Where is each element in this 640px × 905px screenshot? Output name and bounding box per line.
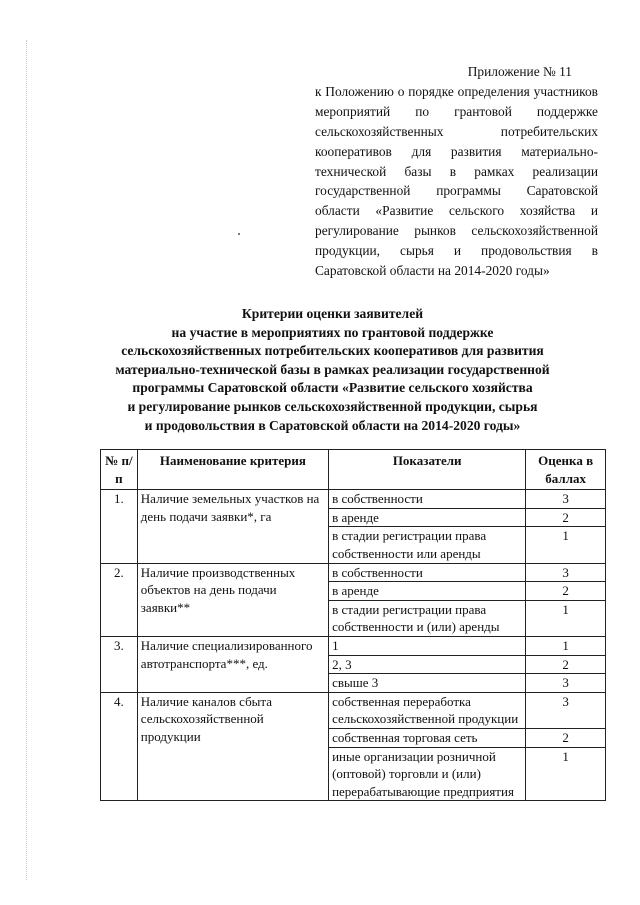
score-cell: 2 <box>526 728 606 747</box>
score-cell: 3 <box>526 674 606 693</box>
indicator-cell: 2, 3 <box>329 655 526 674</box>
title-line: на участие в мероприятиях по грантовой поддержке <box>171 324 494 340</box>
indicator-cell: 1 <box>329 636 526 655</box>
row-number: 4. <box>101 692 138 801</box>
indicator-cell: в собственности <box>329 490 526 509</box>
indicator-cell: собственная торговая сеть <box>329 728 526 747</box>
score-cell: 3 <box>526 692 606 728</box>
table-row <box>101 692 606 728</box>
header-criterion: Наименование критерия <box>137 450 328 490</box>
indicator-cell: в стадии регистрации права собственности или аренды <box>329 527 526 563</box>
appendix-reference: к Положению о порядке определения участников мероприятий по грантовой поддержке сельскохозяйственных потребительских кооперативов для развития материально-технической базы в рамках реализации государственной программы Саратовской области «Развитие сельского хозяйства и регулирование рынков сельскохозяйственной продукции, сырья и продовольствия в Саратовской области на 2014-2020 годы» <box>315 83 598 279</box>
criteria-table <box>100 449 606 801</box>
row-number: 1. <box>101 490 138 563</box>
score-cell: 1 <box>526 636 606 655</box>
table-row <box>101 636 606 655</box>
header-indicators: Показатели <box>329 450 526 490</box>
indicator-cell: иные организации розничной (оптовой) торговли и (или) перерабатывающие предприятия <box>329 747 526 801</box>
header-num: № п/п <box>101 450 138 490</box>
scan-speck <box>238 233 240 235</box>
score-cell: 3 <box>526 563 606 582</box>
score-cell: 2 <box>526 655 606 674</box>
score-cell: 1 <box>526 600 606 636</box>
indicator-cell: в собственности <box>329 563 526 582</box>
title-line: и продовольствия в Саратовской области на 2014-2020 годы» <box>144 417 521 433</box>
document-title <box>70 305 595 435</box>
table-row <box>101 563 606 582</box>
title-line: Критерии оценки заявителей <box>241 306 424 321</box>
score-cell: 1 <box>526 747 606 801</box>
appendix-number: Приложение № 11 <box>467 64 572 79</box>
criterion-name: Наличие производственных объектов на день подачи заявки** <box>137 563 328 636</box>
score-cell: 2 <box>526 582 606 601</box>
indicator-cell: собственная переработка сельскохозяйственной продукции <box>329 692 526 728</box>
criterion-name: Наличие каналов сбыта сельскохозяйственной продукции <box>137 692 328 801</box>
table-row <box>101 490 606 509</box>
scan-edge-dots <box>26 40 28 880</box>
title-line: сельскохозяйственных потребительских кооперативов для развития <box>121 343 544 359</box>
score-cell: 3 <box>526 490 606 509</box>
appendix-block <box>315 62 598 281</box>
indicator-cell: в аренде <box>329 582 526 601</box>
criterion-name: Наличие земельных участков на день подачи заявки*, га <box>137 490 328 563</box>
indicator-cell: свыше 3 <box>329 674 526 693</box>
indicator-cell: в стадии регистрации права собственности и (или) аренды <box>329 600 526 636</box>
row-number: 2. <box>101 563 138 636</box>
header-score: Оценка в баллах <box>526 450 606 490</box>
title-line: материально-технической базы в рамках реализации государственной <box>115 361 550 377</box>
table-header-row <box>101 450 606 490</box>
score-cell: 1 <box>526 527 606 563</box>
score-cell: 2 <box>526 508 606 527</box>
row-number: 3. <box>101 636 138 692</box>
title-line: программы Саратовской области «Развитие сельского хозяйства <box>132 380 533 396</box>
indicator-cell: в аренде <box>329 508 526 527</box>
title-line: и регулирование рынков сельскохозяйственной продукции, сырья <box>127 398 538 414</box>
criterion-name: Наличие специализированного автотранспорта***, ед. <box>137 636 328 692</box>
